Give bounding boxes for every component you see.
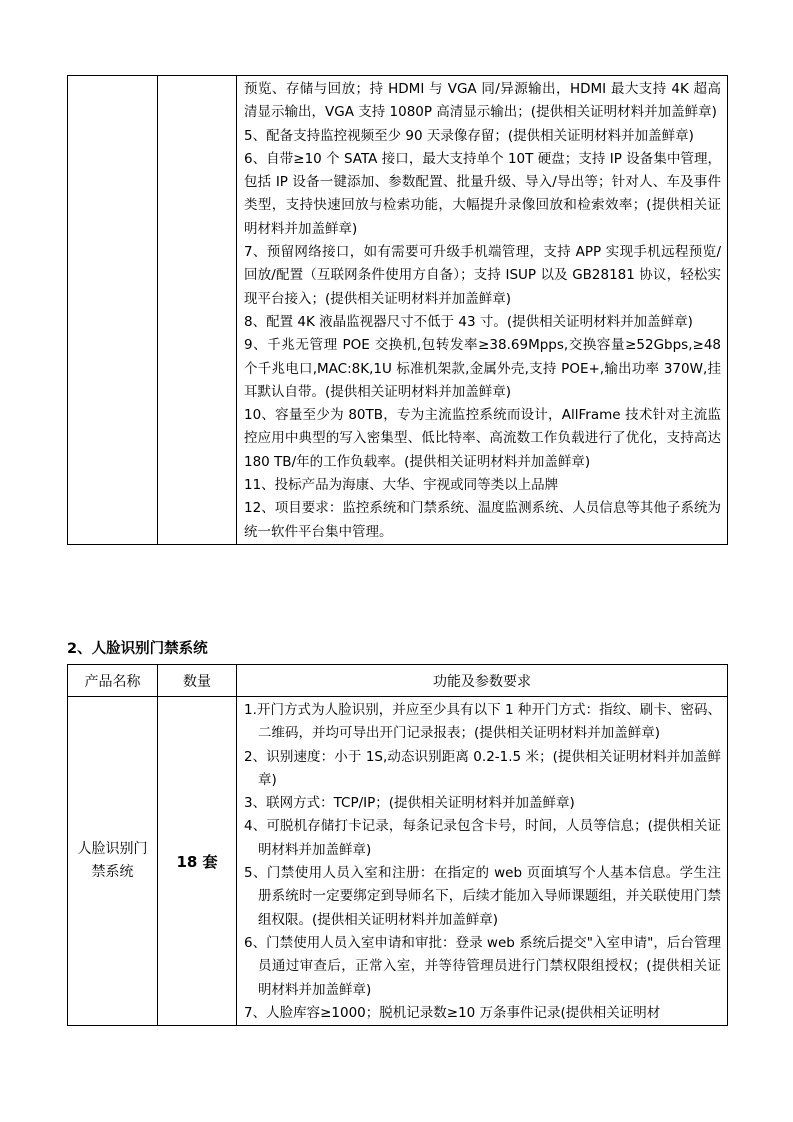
requirement-item: 7、预留网络接口，如有需要可升级手机端管理，支持 APP 实现手机远程预览/回放/配置（互联网条件使用方自备）；支持 ISUP 以及 GB28181 协议，轻松实现平台接入；(提供相关证明材料并加盖鲜章): [244, 244, 721, 307]
table-row: [68, 76, 728, 545]
requirement-item: 10、容量至少为 80TB，专为主流监控系统而设计，AllFrame 技术针对主流监控应用中典型的写入密集型、低比特率、高流数工作负载进行了优化，支持高达 180 TB/年的工作负载率。(提供相关证明材料并加盖鲜章): [244, 407, 721, 470]
product-name-cell-empty: [68, 76, 158, 545]
requirements-cell: [237, 76, 728, 545]
requirement-item: 8、配置 4K 液晶监视器尺寸不低于 43 寸。(提供相关证明材料并加盖鲜章): [244, 313, 693, 330]
requirement-item: 6、自带≥10 个 SATA 接口，最大支持单个 10T 硬盘；支持 IP 设备集中管理，包括 IP 设备一键添加、参数配置、批量升级、导入/导出等；针对人、车及事件类型，支持快速回放与检索功能，大幅提升录像回放和检索效率；(提供相关证明材料并加盖鲜章): [244, 150, 721, 237]
table-header-row: [68, 665, 728, 697]
header-product-name: 产品名称: [68, 665, 158, 697]
requirement-item: 9、千兆无管理 POE 交换机,包转发率≥38.69Mpps,交换容量≥52Gbps,≥48 个千兆电口,MAC:8K,1U 标准机架款,金属外壳,支持 POE+,输出功率 370W,挂耳默认自带。(提供相关证明材料并加盖鲜章): [244, 337, 721, 400]
quantity-cell: 18 套: [158, 697, 237, 1026]
requirement-item: 2、识别速度：小于 1S,动态识别距离 0.2-1.5 米；(提供相关证明材料并加盖鲜章): [244, 748, 721, 788]
requirement-item: 预览、存储与回放；持 HDMI 与 VGA 同/异源输出，HDMI 最大支持 4K 超高清显示输出，VGA 支持 1080P 高清显示输出；(提供相关证明材料并加盖鲜章): [244, 81, 721, 121]
requirement-item: 11、投标产品为海康、大华、宇视或同等类以上品牌: [244, 477, 559, 494]
section-title: 2、人脸识别门禁系统: [67, 641, 208, 657]
header-quantity: 数量: [158, 665, 237, 697]
quantity-cell-empty: [158, 76, 237, 545]
spec-table-continued: [67, 75, 728, 545]
requirement-item: 4、可脱机存储打卡记录，每条记录包含卡号，时间，人员等信息；(提供相关证明材料并加盖鲜章): [244, 818, 721, 858]
requirements-cell: [237, 697, 728, 1026]
requirement-item: 3、联网方式：TCP/IP；(提供相关证明材料并加盖鲜章): [244, 795, 575, 812]
requirement-item: 7、人脸库容≥1000；脱机记录数≥10 万条事件记录(提供相关证明材: [244, 1004, 661, 1021]
table-row: [68, 697, 728, 1026]
requirement-item: 1.开门方式为人脸识别，并应至少具有以下 1 种开门方式：指纹、刷卡、密码、二维码，并均可导出开门记录报表；(提供相关证明材料并加盖鲜章): [244, 702, 721, 742]
product-name-cell: 人脸识别门禁系统: [68, 697, 158, 1026]
face-recognition-spec-table: [67, 664, 728, 1026]
requirement-item: 6、门禁使用人员入室申请和审批：登录 web 系统后提交"入室申请"，后台管理员通过审查后，正常入室，并等待管理员进行门禁权限组授权；(提供相关证明材料并加盖鲜章): [244, 934, 721, 998]
header-requirements: 功能及参数要求: [237, 665, 728, 697]
requirement-item: 12、项目要求：监控系统和门禁系统、温度监测系统、人员信息等其他子系统为统一软件平台集中管理。: [244, 500, 721, 540]
requirement-item: 5、配备支持监控视频至少 90 天录像存留；(提供相关证明材料并加盖鲜章): [244, 127, 694, 144]
requirement-item: 5、门禁使用人员入室和注册：在指定的 web 页面填写个人基本信息。学生注册系统时一定要绑定到导师名下，后续才能加入导师课题组，并关联使用门禁组权限。(提供相关证明材料并加盖鲜章): [244, 865, 721, 928]
